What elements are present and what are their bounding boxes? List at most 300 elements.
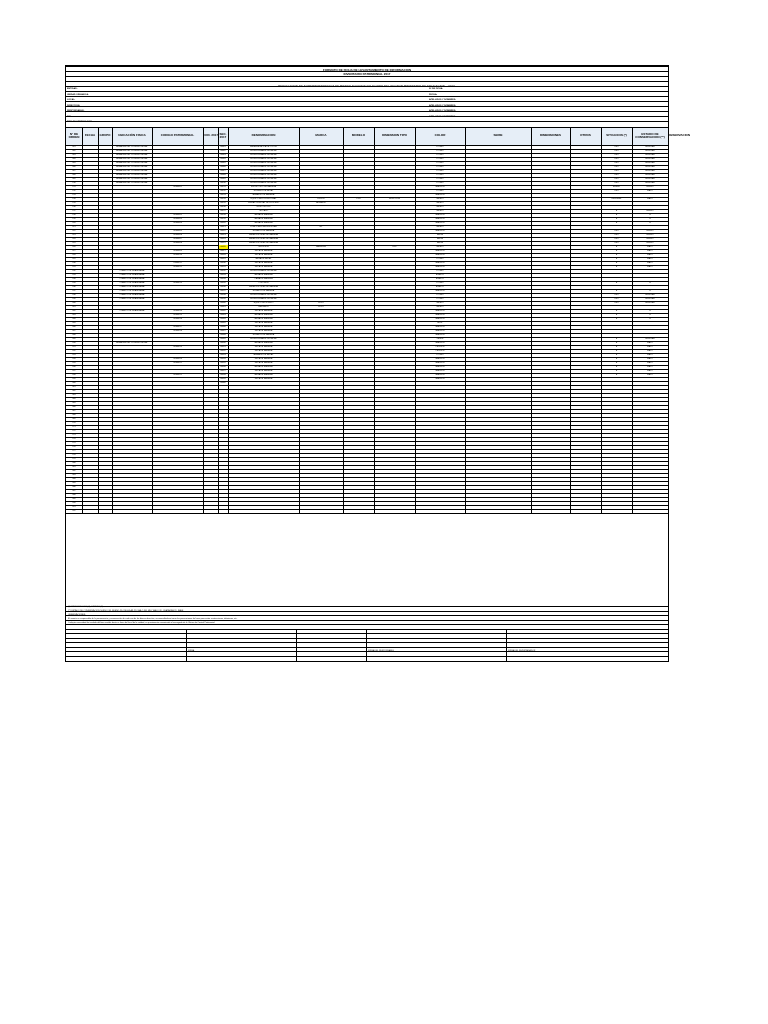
cell-n: 020: [72, 222, 76, 224]
cell-den: SILLA DE MADERA: [254, 254, 273, 256]
cell-n: 018: [72, 214, 76, 216]
cell-den: SILLA DE MADERA: [254, 362, 273, 364]
cell-den: SILLA DE MADERA: [254, 266, 273, 268]
column-rule: [112, 127, 113, 513]
cell-tipo: LED: [392, 246, 397, 248]
column-header: SEC. 2017: [219, 131, 227, 139]
cell-sec: 00058: [220, 374, 226, 376]
cell-n: 075: [72, 442, 76, 444]
cell-ubic: CUARTO DE GUARDIANIA: [119, 290, 145, 292]
cell-color: NEGRO: [436, 198, 444, 200]
column-header: DIMENSION TIPO: [382, 133, 407, 138]
cell-n: 008: [72, 174, 76, 176]
signature-label: FIRMA: [188, 650, 195, 652]
cell-n: 015: [72, 202, 76, 204]
table-row: [66, 509, 668, 514]
cell-sit: USO: [614, 154, 619, 156]
cell-den: SILLA PLEGABLE DE METAL: [250, 154, 277, 156]
cell-sec: 00039: [220, 298, 226, 300]
cell-ubic: ALMACEN DEL COLEGIO INICIAL: [116, 146, 148, 148]
cell-color: MARRON: [435, 362, 445, 364]
cell-color: MARRON: [435, 318, 445, 320]
cell-est: REGULAR: [645, 178, 655, 180]
column-rule: [531, 127, 532, 513]
footer-rule: [66, 629, 668, 630]
meta-label: APELLIDOS Y NOMBRES:: [429, 99, 457, 101]
cell-color: MARRON: [435, 230, 445, 232]
cell-n: 022: [72, 230, 76, 232]
cell-sit: USO: [614, 162, 619, 164]
footer-note: (*) SITUACION: USO (U), DESUSO (D): [68, 606, 104, 608]
cell-sit: REGULAR: [611, 198, 622, 200]
cell-n: 061: [72, 386, 76, 388]
cell-n: 058: [72, 374, 76, 376]
cell-color: MARRON: [435, 330, 445, 332]
cell-sit: B: [615, 218, 618, 220]
cell-n: 048: [72, 334, 76, 336]
cell-est: B: [649, 314, 651, 316]
cell-est: BUENO: [646, 238, 654, 240]
cell-ubic: CUARTO DE GUARDIANIA: [119, 274, 145, 276]
cell-n: 052: [72, 350, 76, 352]
cell-color: MARRON: [435, 266, 445, 268]
column-rule: [228, 127, 229, 513]
cell-n: 050: [72, 342, 76, 344]
column-header: SERIE: [493, 133, 503, 138]
footer-rule: [66, 624, 668, 625]
cell-modelo: L355: [356, 198, 361, 200]
cell-n: 023: [72, 234, 76, 236]
footer-rule: [66, 633, 668, 634]
cell-est: MALO: [647, 346, 653, 348]
cell-est: REGULAR: [645, 302, 655, 304]
cell-sit: B: [615, 370, 618, 372]
cell-ubic: ALMACEN DEL COLEGIO INICIAL: [116, 154, 148, 156]
cell-n: 039: [72, 298, 76, 300]
cell-ubic: ALMACEN DEL COLEGIO INICIAL: [116, 174, 148, 176]
footer-rule: [66, 651, 668, 652]
cell-ubic: CUARTO DE GUARDIANIA: [119, 278, 145, 280]
cell-n: 084: [72, 478, 76, 480]
cell-n: 076: [72, 446, 76, 448]
cell-n: 088: [72, 494, 76, 496]
cell-den: MESA DE MADERA: [254, 274, 273, 276]
cell-ubic: ALMACEN DEL COLEGIO INICIAL: [116, 150, 148, 152]
cell-sit: USO: [614, 298, 619, 300]
cell-den: COLCHON: [258, 282, 269, 284]
cell-color: PLOMO: [436, 162, 444, 164]
cell-den: MESA METALICA DE COLOR: [250, 146, 277, 148]
cell-sit: USO: [614, 146, 619, 148]
form-rule: [66, 86, 668, 87]
cell-n: 072: [72, 430, 76, 432]
column-header: N° DE ORDEN: [68, 131, 80, 139]
cell-den: ESTANTE DE METAL: [253, 190, 274, 192]
cell-n: 016: [72, 206, 76, 208]
cell-color: AZUL: [437, 322, 443, 324]
cell-color: BLANCO: [435, 286, 445, 288]
cell-n: 019: [72, 218, 76, 220]
cell-sec: 00018: [220, 214, 226, 216]
cell-sec: 00042: [220, 310, 226, 312]
cell-n: 059: [72, 378, 76, 380]
cell-den: MESA DE MADERA: [254, 222, 273, 224]
cell-den: SILLA PLEGABLE DE METAL: [250, 150, 277, 152]
footer-rule: [66, 656, 668, 657]
cell-n: 091: [72, 506, 76, 508]
cell-est: REGULAR: [645, 174, 655, 176]
column-rule: [570, 127, 571, 513]
cell-color: BLANCO: [435, 274, 445, 276]
cell-est: MALO: [647, 246, 653, 248]
cell-n: 007: [72, 170, 76, 172]
cell-sit: B: [615, 310, 618, 312]
cell-cod: 74080003: [173, 218, 182, 220]
cell-color: PLOMO: [436, 166, 444, 168]
cell-ubic: CUARTO DE GUARDIANIA: [119, 298, 145, 300]
cell-ubic: ALMACEN DEL COLEGIO INICIAL: [116, 178, 148, 180]
cell-sec: 00060: [220, 382, 226, 384]
footer-note: Cualquier necesidad de traslado del bien mueble dentro o fuera del local de la entidad, es previamente comunicado al encargado de la Oficina de Control Patrimonial.: [68, 622, 216, 624]
cell-n: 046: [72, 326, 76, 328]
cell-cod: 74080020: [173, 358, 182, 360]
cell-est: REGULAR: [645, 294, 655, 296]
cell-sec: 00008: [220, 174, 226, 176]
cell-sit: B: [615, 222, 618, 224]
cell-cod: 74080001: [173, 186, 182, 188]
cell-color: NEGRO: [436, 202, 444, 204]
cell-color: NEGRO: [436, 226, 444, 228]
column-rule: [601, 127, 602, 513]
cell-den: SILLA DE MADERA: [254, 310, 273, 312]
column-header: ESTADO DE CONSERVACION (**): [635, 131, 665, 139]
cell-n: 014: [72, 198, 76, 200]
cell-color: BEIGE: [436, 238, 444, 240]
cell-cod: 74080008: [173, 242, 182, 244]
cell-cod: 74080007: [173, 238, 182, 240]
sheet-subtitle: INVENTARIO PATRIMONIAL 2017: [343, 72, 391, 76]
cell-n: 033: [72, 274, 76, 276]
cell-n: 044: [72, 318, 76, 320]
cell-sec: 00043: [220, 314, 226, 316]
cell-n: 055: [72, 362, 76, 364]
cell-den: MESA DE MADERA: [254, 374, 273, 376]
cell-color: CELESTE: [435, 346, 445, 348]
cell-color: PLOMO: [436, 294, 444, 296]
cell-ubic: ALMACEN DEL COLEGIO INICIAL: [116, 170, 148, 172]
cell-ubic: CUARTO DE GUARDIANIA: [119, 310, 145, 312]
cell-est: REGULAR: [645, 158, 655, 160]
cell-den: SILLA PLEGABLE DE METAL: [250, 178, 277, 180]
cell-color: MARRON: [435, 370, 445, 372]
cell-est: B: [649, 290, 651, 292]
cell-color: PLOMO: [436, 182, 444, 184]
cell-est: MALO: [647, 198, 653, 200]
cell-ubic: CUARTO DE GUARDIANIA: [119, 270, 145, 272]
cell-cod: 74080016: [173, 318, 182, 320]
cell-sec: 00030: [220, 262, 226, 264]
form-rule: [66, 66, 668, 67]
cell-sec: 00019: [220, 218, 226, 220]
cell-den: MESA DE MADERA: [254, 342, 273, 344]
cell-sec: 00007: [220, 170, 226, 172]
cell-cod: 74080013: [173, 282, 182, 284]
cell-est: MALO: [647, 266, 653, 268]
cell-est: B: [649, 214, 651, 216]
cell-sec: 00035: [220, 282, 226, 284]
form-rule: [66, 76, 668, 77]
cell-sec: 00048: [220, 334, 226, 336]
cell-cod: 74080019: [173, 346, 182, 348]
column-rule: [415, 127, 416, 513]
cell-sit: B: [615, 282, 618, 284]
column-rule: [203, 127, 204, 513]
cell-sit: B: [615, 254, 618, 256]
cell-color: PLOMO: [436, 282, 444, 284]
cell-n: 012: [72, 190, 76, 192]
cell-color: MARRON: [435, 334, 445, 336]
cell-den: ARMARIO DE METAL: [253, 354, 274, 356]
form-rule: [66, 71, 668, 72]
cell-den: SILLA DE MADERA: [254, 350, 273, 352]
cell-n: 085: [72, 482, 76, 484]
cell-sec: 00001: [220, 146, 226, 148]
cell-n: 080: [72, 462, 76, 464]
cell-sec: 00026: [218, 245, 228, 249]
cell-est: BUENO: [646, 242, 654, 244]
meta-label: APELLIDOS Y NOMBRES:: [429, 110, 457, 112]
cell-sec: 00056: [220, 366, 226, 368]
cell-den: SILLA PLEGABLE DE METAL: [250, 166, 277, 168]
cell-n: 037: [72, 290, 76, 292]
cell-sec: 00046: [220, 326, 226, 328]
cell-den: SILLA PLEGABLE DE METAL: [250, 338, 277, 340]
cell-sit: USO: [614, 190, 619, 192]
cell-sec: 00011: [220, 186, 226, 188]
cell-den: SILLA DE MADERA: [254, 378, 273, 380]
column-rule: [343, 127, 344, 513]
sheet-footer: [66, 606, 668, 661]
cell-sec: 00040: [220, 302, 226, 304]
cell-est: MALO: [647, 342, 653, 344]
cell-den: ARMARIO DE MADERA: [252, 194, 275, 196]
cell-den: MESA CIRCULAR DE MADERA: [249, 286, 278, 288]
cell-n: 003: [72, 154, 76, 156]
cell-den: SILLA PLEGABLE DE METAL: [250, 270, 277, 272]
cell-n: 038: [72, 294, 76, 296]
cell-sec: 00053: [220, 354, 226, 356]
cell-sit: USO: [614, 234, 619, 236]
cell-color: PLOMO: [436, 354, 444, 356]
cell-sit: USO: [614, 174, 619, 176]
cell-sit: USO: [614, 294, 619, 296]
cell-den: UNIDAD CENTRAL DE PROCESO: [247, 202, 280, 204]
cell-n: 067: [72, 410, 76, 412]
column-header: OTROS: [580, 133, 591, 138]
cell-est: MALO: [647, 362, 653, 364]
cell-sec: 00055: [220, 362, 226, 364]
cell-sit: B: [615, 262, 618, 264]
cell-color: BEIGE: [436, 242, 444, 244]
cell-color: MARRON: [435, 194, 445, 196]
sheet-resolution: RESOLUCION DE SUPERINTENDENCIA DE BIENES NACIONALES N° 0000 DEL SECTOR MINISTERIO DE EDUCACION - UGEL: [278, 84, 456, 88]
header-rule: [66, 145, 668, 146]
sheet-title: FORMATO DE FICHA DE LEVANTAMIENTO DE INFORMACION: [322, 68, 412, 72]
cell-color: MARRON: [435, 262, 445, 264]
form-rule: [66, 111, 668, 112]
cell-n: 049: [72, 338, 76, 340]
column-header: SITUACION (*): [606, 133, 627, 138]
column-rule: [465, 127, 466, 513]
cell-cod: 74080018: [173, 330, 182, 332]
cell-ubic: CUARTO DE GUARDIANIA: [119, 294, 145, 296]
cell-den: MESA DE MADERA: [254, 366, 273, 368]
cell-n: 064: [72, 398, 76, 400]
cell-n: 053: [72, 354, 76, 356]
cell-sec: 00047: [220, 330, 226, 332]
cell-est: REGULAR: [645, 170, 655, 172]
cell-den: SILLA DE MADERA: [254, 262, 273, 264]
cell-sit: B: [615, 210, 618, 212]
cell-est: MALO: [647, 350, 653, 352]
cell-den: MESA DE MADERA: [254, 314, 273, 316]
meta-label: N° DE FICHA:: [429, 88, 444, 90]
column-header: COD. 2017: [203, 133, 219, 138]
cell-ubic: ALMACEN DEL COLEGIO INICIAL: [116, 166, 148, 168]
meta-label: TIPO DE VERIFICACION: [67, 121, 93, 123]
cell-n: 082: [72, 470, 76, 472]
cell-n: 078: [72, 454, 76, 456]
cell-color: MARRON: [435, 222, 445, 224]
cell-cod: 74080012: [173, 266, 182, 268]
cell-sit: USO: [614, 178, 619, 180]
cell-den: MESA CIRCULAR DE MADERA: [249, 242, 278, 244]
cell-den: SILLA DE MADERA: [254, 358, 273, 360]
cell-color: MARRON: [435, 314, 445, 316]
cell-den: ESTANTE DE MADERA: [252, 290, 275, 292]
column-rule: [82, 127, 83, 513]
cell-color: MARRON: [435, 358, 445, 360]
cell-sit: B: [615, 346, 618, 348]
cell-color: MARRON: [435, 310, 445, 312]
cell-sec: 00032: [220, 270, 226, 272]
cell-n: 013: [72, 194, 76, 196]
cell-sec: 00036: [220, 286, 226, 288]
cell-color: MARRON: [435, 326, 445, 328]
cell-est: BUENO: [646, 234, 654, 236]
cell-ubic: CUARTO DE GUARDIANIA: [119, 286, 145, 288]
cell-n: 079: [72, 458, 76, 460]
cell-est: REGULAR: [645, 166, 655, 168]
cell-color: PLOMO: [436, 270, 444, 272]
cell-sit: B: [615, 342, 618, 344]
cell-color: PLOMO: [436, 170, 444, 172]
cell-sec: 00051: [220, 346, 226, 348]
cell-den: MESA DE MADERA: [254, 214, 273, 216]
cell-color: NEGRO: [436, 246, 444, 248]
cell-sec: 00038: [220, 294, 226, 296]
form-rule: [66, 101, 668, 102]
cell-n: 001: [72, 146, 76, 148]
cell-color: MARRON: [435, 290, 445, 292]
cell-sec: 00014: [220, 198, 226, 200]
cell-cod: 74080006: [173, 234, 182, 236]
cell-est: B: [649, 318, 651, 320]
cell-den: MESA CIRCULAR DE MADERA: [249, 238, 278, 240]
cell-cod: 74080010: [173, 254, 182, 256]
cell-cod: 74080004: [173, 222, 182, 224]
footer-rule: [66, 606, 668, 607]
cell-sec: 00037: [220, 290, 226, 292]
cell-sec: 00009: [220, 178, 226, 180]
footer-column-rule: [506, 630, 507, 661]
cell-est: REGULAR: [645, 162, 655, 164]
cell-est: REGULAR: [645, 146, 655, 148]
footer-rule: [66, 620, 668, 621]
cell-den: ESCRITORIO DE MADERA: [251, 186, 276, 188]
cell-n: 006: [72, 166, 76, 168]
column-header: FECHA: [84, 133, 96, 138]
cell-sec: 00045: [220, 322, 226, 324]
cell-cod: 74080009: [173, 250, 182, 252]
cell-sec: 00057: [220, 370, 226, 372]
cell-est: REGULAR: [645, 338, 655, 340]
cell-color: NEGRO: [436, 306, 444, 308]
cell-est: BUENO: [646, 186, 654, 188]
cell-est: MALO: [647, 370, 653, 372]
cell-n: 073: [72, 434, 76, 436]
cell-est: MALO: [647, 354, 653, 356]
meta-label: APELLIDOS Y NOMBRES:: [429, 104, 457, 107]
cell-sit: B: [615, 258, 618, 260]
form-rule: [66, 116, 668, 117]
footer-note: (**) ESTADO DE CONSERVACION: NUEVO (N), BUENO (B), REGULAR (R), MALO (M), MUY MALO (X), CHATARRA (Y), RAEE: [68, 610, 184, 612]
cell-sec: 00016: [220, 206, 226, 208]
cell-sec: 00020: [220, 222, 226, 224]
meta-label: LOCAL:: [67, 99, 76, 101]
cell-est: MALO: [647, 250, 653, 252]
cell-n: 041: [72, 306, 76, 308]
column-header: COLOR: [434, 133, 446, 138]
cell-color: MARRON: [435, 366, 445, 368]
cell-color: MARRON: [435, 250, 445, 252]
cell-n: 074: [72, 438, 76, 440]
cell-color: BLANCO: [435, 278, 445, 280]
cell-est: MALO: [647, 358, 653, 360]
cell-sit: B: [615, 214, 618, 216]
cell-est: B: [649, 218, 651, 220]
cell-n: 056: [72, 366, 76, 368]
cell-den: SILLA PLEGABLE DE METAL: [250, 174, 277, 176]
footer-rule: [66, 647, 668, 648]
cell-n: 077: [72, 450, 76, 452]
cell-est: B: [649, 310, 651, 312]
cell-n: 010: [72, 182, 76, 184]
meta-label: FECHA:: [429, 93, 438, 96]
column-header: DIMENSIONES: [539, 133, 561, 138]
cell-n: 068: [72, 414, 76, 416]
footer-column-rule: [366, 630, 367, 661]
cell-sec: 00024: [220, 238, 226, 240]
cell-n: 030: [72, 262, 76, 264]
meta-label: UNIDAD ORGANICA:: [67, 93, 89, 96]
cell-n: 029: [72, 258, 76, 260]
cell-sit: USO: [614, 158, 619, 160]
cell-ubic: ALMACEN DEL COLEGIO INICIAL: [116, 182, 148, 184]
cell-den: MESA DE MADERA: [254, 318, 273, 320]
cell-color: MARRON: [435, 342, 445, 344]
cell-est: BUENO: [646, 230, 654, 232]
